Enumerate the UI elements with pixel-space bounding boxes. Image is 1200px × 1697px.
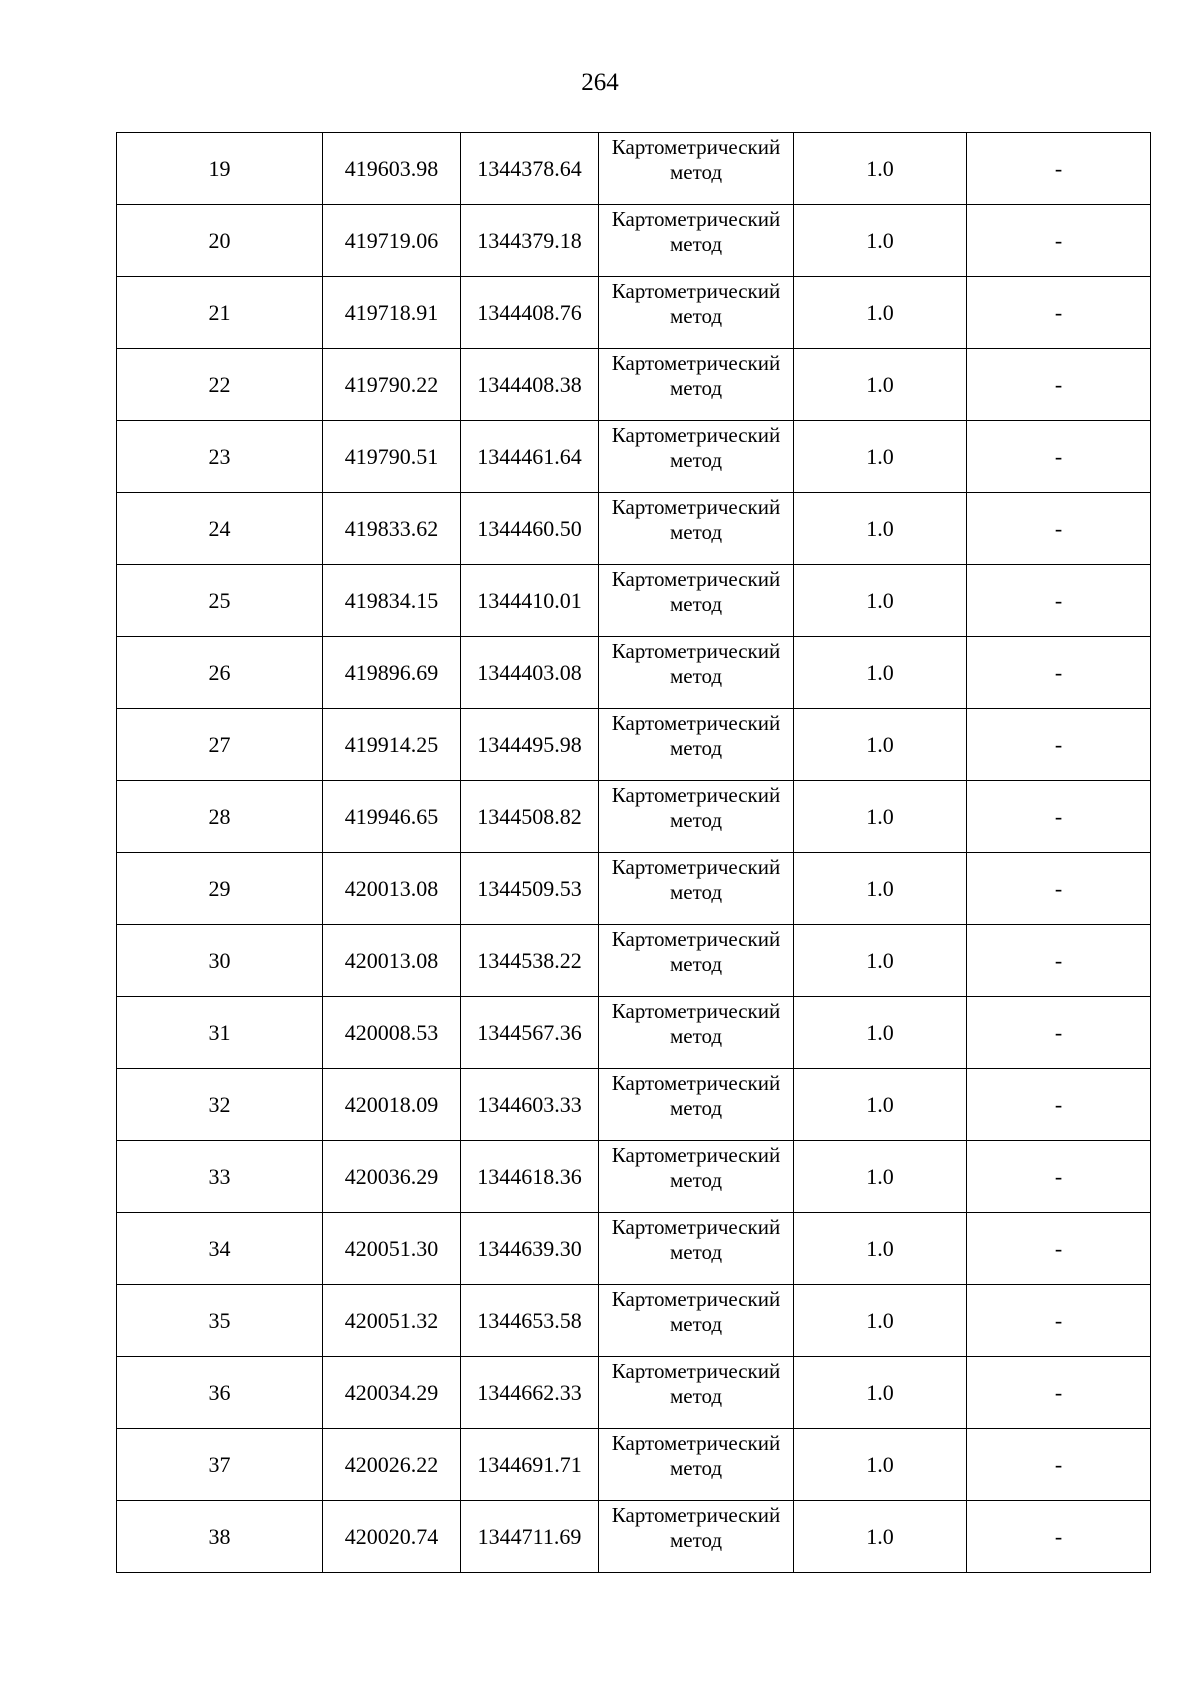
y-coordinate-cell: 1344379.18 [461,205,599,277]
method-line-1: Картометрический [611,1431,781,1455]
method-line-1: Картометрический [611,423,781,447]
x-coordinate-cell: 419719.06 [323,205,461,277]
x-coordinate-cell: 420026.22 [323,1429,461,1501]
method-line-1: Картометрический [611,1503,781,1527]
accuracy-cell: 1.0 [794,925,967,997]
method-line-2: метод [669,1024,723,1048]
note-cell: - [967,277,1151,349]
accuracy-cell: 1.0 [794,205,967,277]
method-line-1: Картометрический [611,279,781,303]
x-coordinate-cell: 420051.32 [323,1285,461,1357]
note-cell: - [967,349,1151,421]
method-line-2: метод [669,1240,723,1264]
x-coordinate-cell: 419718.91 [323,277,461,349]
method-cell [599,781,794,853]
point-number-cell: 25 [117,565,323,637]
x-coordinate-cell: 420013.08 [323,853,461,925]
method-line-2: метод [669,808,723,832]
method-cell [599,1141,794,1213]
x-coordinate-cell: 420034.29 [323,1357,461,1429]
table-row [117,781,1151,853]
x-coordinate-cell: 420051.30 [323,1213,461,1285]
accuracy-cell: 1.0 [794,1213,967,1285]
method-line-1: Картометрический [611,1143,781,1167]
x-coordinate-cell: 419833.62 [323,493,461,565]
y-coordinate-cell: 1344711.69 [461,1501,599,1573]
x-coordinate-cell: 419790.22 [323,349,461,421]
method-line-2: метод [669,160,723,184]
y-coordinate-cell: 1344378.64 [461,133,599,205]
method-line-2: метод [669,736,723,760]
table-row [117,853,1151,925]
accuracy-cell: 1.0 [794,1501,967,1573]
method-cell [599,133,794,205]
method-line-1: Картометрический [611,1215,781,1239]
method-line-1: Картометрический [611,927,781,951]
y-coordinate-cell: 1344461.64 [461,421,599,493]
point-number-cell: 19 [117,133,323,205]
method-line-1: Картометрический [611,207,781,231]
accuracy-cell: 1.0 [794,493,967,565]
x-coordinate-cell: 419834.15 [323,565,461,637]
y-coordinate-cell: 1344538.22 [461,925,599,997]
point-number-cell: 29 [117,853,323,925]
note-cell: - [967,1357,1151,1429]
accuracy-cell: 1.0 [794,421,967,493]
method-line-2: метод [669,520,723,544]
accuracy-cell: 1.0 [794,853,967,925]
note-cell: - [967,925,1151,997]
y-coordinate-cell: 1344603.33 [461,1069,599,1141]
method-line-1: Картометрический [611,1071,781,1095]
x-coordinate-cell: 420018.09 [323,1069,461,1141]
point-number-cell: 30 [117,925,323,997]
method-line-1: Картометрический [611,855,781,879]
point-number-cell: 33 [117,1141,323,1213]
method-cell [599,1285,794,1357]
y-coordinate-cell: 1344618.36 [461,1141,599,1213]
accuracy-cell: 1.0 [794,133,967,205]
x-coordinate-cell: 419946.65 [323,781,461,853]
point-number-cell: 21 [117,277,323,349]
x-coordinate-cell: 420020.74 [323,1501,461,1573]
table-row [117,997,1151,1069]
y-coordinate-cell: 1344639.30 [461,1213,599,1285]
point-number-cell: 31 [117,997,323,1069]
note-cell: - [967,637,1151,709]
note-cell: - [967,1213,1151,1285]
note-cell: - [967,1069,1151,1141]
y-coordinate-cell: 1344653.58 [461,1285,599,1357]
method-line-1: Картометрический [611,351,781,375]
method-cell [599,709,794,781]
point-number-cell: 32 [117,1069,323,1141]
method-line-1: Картометрический [611,495,781,519]
method-line-2: метод [669,1384,723,1408]
method-cell [599,349,794,421]
y-coordinate-cell: 1344508.82 [461,781,599,853]
note-cell: - [967,421,1151,493]
method-line-1: Картометрический [611,1359,781,1383]
table-row [117,133,1151,205]
table-row [117,1357,1151,1429]
method-line-2: метод [669,232,723,256]
method-cell [599,1213,794,1285]
accuracy-cell: 1.0 [794,997,967,1069]
table-row [117,1213,1151,1285]
x-coordinate-cell: 420013.08 [323,925,461,997]
table-row [117,637,1151,709]
y-coordinate-cell: 1344408.76 [461,277,599,349]
method-line-1: Картометрический [611,999,781,1023]
table-row [117,277,1151,349]
note-cell: - [967,781,1151,853]
method-cell [599,637,794,709]
method-line-2: метод [669,592,723,616]
method-cell [599,1357,794,1429]
point-number-cell: 38 [117,1501,323,1573]
note-cell: - [967,709,1151,781]
accuracy-cell: 1.0 [794,349,967,421]
table-row [117,1069,1151,1141]
method-cell [599,1069,794,1141]
method-line-2: метод [669,664,723,688]
accuracy-cell: 1.0 [794,1429,967,1501]
page-number: 264 [581,69,619,96]
accuracy-cell: 1.0 [794,565,967,637]
table-row [117,349,1151,421]
method-line-2: метод [669,1456,723,1480]
table-row [117,205,1151,277]
method-line-2: метод [669,1312,723,1336]
method-line-2: метод [669,880,723,904]
method-line-2: метод [669,376,723,400]
method-line-2: метод [669,1096,723,1120]
note-cell: - [967,997,1151,1069]
table-row [117,925,1151,997]
point-number-cell: 22 [117,349,323,421]
table-row [117,1501,1151,1573]
note-cell: - [967,1285,1151,1357]
method-line-2: метод [669,448,723,472]
method-line-1: Картометрический [611,711,781,735]
accuracy-cell: 1.0 [794,709,967,781]
accuracy-cell: 1.0 [794,1285,967,1357]
accuracy-cell: 1.0 [794,1357,967,1429]
point-number-cell: 26 [117,637,323,709]
accuracy-cell: 1.0 [794,277,967,349]
y-coordinate-cell: 1344567.36 [461,997,599,1069]
point-number-cell: 28 [117,781,323,853]
accuracy-cell: 1.0 [794,1141,967,1213]
note-cell: - [967,1141,1151,1213]
x-coordinate-cell: 419896.69 [323,637,461,709]
method-line-2: метод [669,304,723,328]
coordinates-table [116,132,1151,1573]
y-coordinate-cell: 1344662.33 [461,1357,599,1429]
note-cell: - [967,565,1151,637]
point-number-cell: 35 [117,1285,323,1357]
note-cell: - [967,205,1151,277]
y-coordinate-cell: 1344460.50 [461,493,599,565]
method-cell [599,925,794,997]
method-cell [599,277,794,349]
method-line-2: метод [669,952,723,976]
x-coordinate-cell: 419914.25 [323,709,461,781]
table-row [117,421,1151,493]
accuracy-cell: 1.0 [794,781,967,853]
point-number-cell: 37 [117,1429,323,1501]
note-cell: - [967,133,1151,205]
method-line-2: метод [669,1528,723,1552]
note-cell: - [967,1429,1151,1501]
x-coordinate-cell: 419790.51 [323,421,461,493]
method-cell [599,1429,794,1501]
method-cell [599,493,794,565]
table-row [117,1429,1151,1501]
coordinates-table-body [117,133,1151,1573]
note-cell: - [967,493,1151,565]
table-row [117,1141,1151,1213]
method-cell [599,565,794,637]
y-coordinate-cell: 1344408.38 [461,349,599,421]
method-cell [599,853,794,925]
method-cell [599,997,794,1069]
method-line-1: Картометрический [611,783,781,807]
y-coordinate-cell: 1344691.71 [461,1429,599,1501]
accuracy-cell: 1.0 [794,637,967,709]
method-line-1: Картометрический [611,1287,781,1311]
method-cell [599,421,794,493]
table-row [117,1285,1151,1357]
method-line-1: Картометрический [611,135,781,159]
y-coordinate-cell: 1344509.53 [461,853,599,925]
note-cell: - [967,853,1151,925]
point-number-cell: 20 [117,205,323,277]
method-cell [599,205,794,277]
x-coordinate-cell: 420008.53 [323,997,461,1069]
method-line-1: Картометрический [611,567,781,591]
method-line-2: метод [669,1168,723,1192]
point-number-cell: 36 [117,1357,323,1429]
y-coordinate-cell: 1344403.08 [461,637,599,709]
note-cell: - [967,1501,1151,1573]
accuracy-cell: 1.0 [794,1069,967,1141]
point-number-cell: 23 [117,421,323,493]
y-coordinate-cell: 1344495.98 [461,709,599,781]
point-number-cell: 34 [117,1213,323,1285]
point-number-cell: 27 [117,709,323,781]
y-coordinate-cell: 1344410.01 [461,565,599,637]
table-row [117,709,1151,781]
point-number-cell: 24 [117,493,323,565]
method-cell [599,1501,794,1573]
method-line-1: Картометрический [611,639,781,663]
x-coordinate-cell: 420036.29 [323,1141,461,1213]
x-coordinate-cell: 419603.98 [323,133,461,205]
table-row [117,565,1151,637]
table-row [117,493,1151,565]
